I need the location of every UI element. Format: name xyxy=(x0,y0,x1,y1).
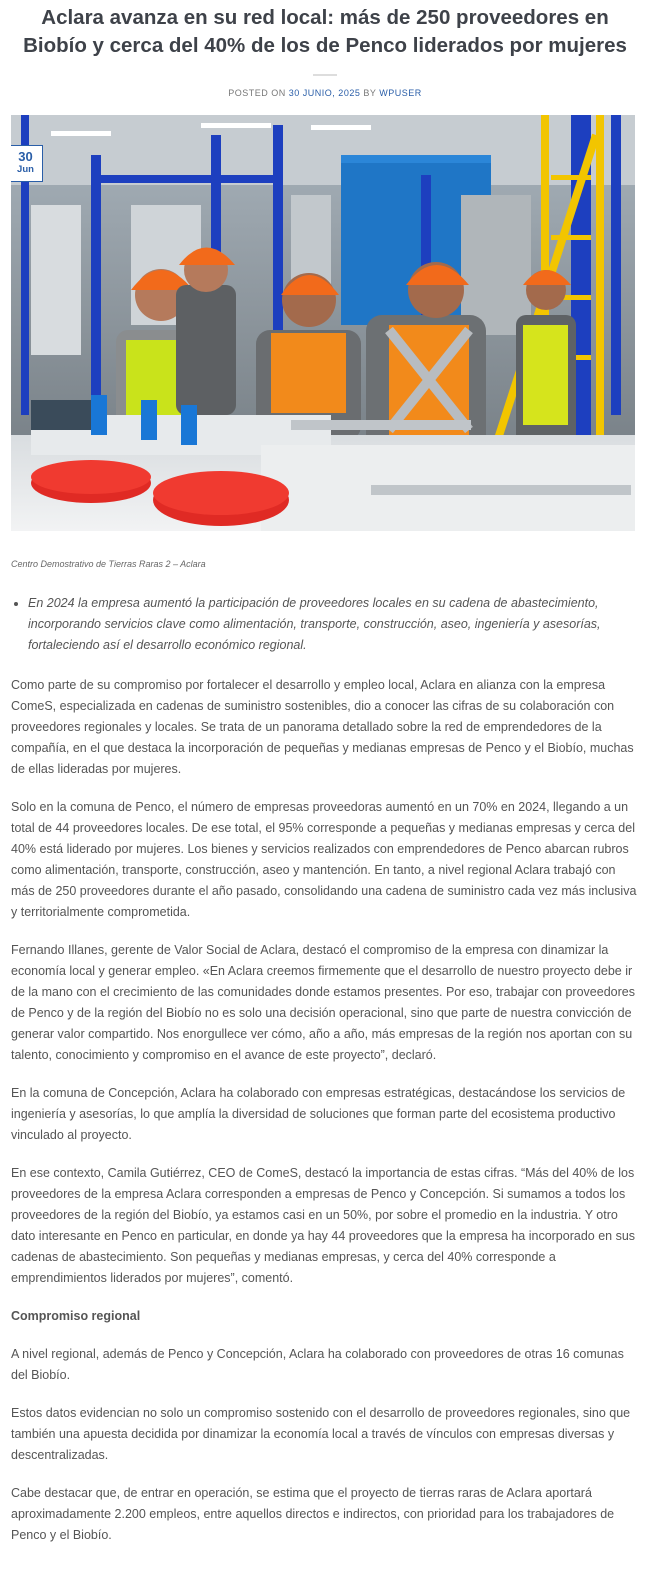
posted-on-label: POSTED ON xyxy=(228,88,289,98)
industrial-photo xyxy=(11,115,635,531)
body-paragraph: En ese contexto, Camila Gutiérrez, CEO de ComeS, destacó la importancia de estas cifras. “Más del 40% de los proveedores de la empresa Aclara corresponden a empresas de Penco y Concepción. Si sumamos a todos los proveedores de la región del Biobío, ya estamos casi en un 50%, por sobre el promedio en la industria. Y otro dato interesante en Penco en particular, en donde ya hay 44 proveedores que la empresa ha incorporado en sus cadenas de abastecimiento. Son pequeñas y medianas empresas, y cerca del 40% corresponde a emprendimientos liderados por mujeres”, comentó. xyxy=(11,1166,636,1285)
body-paragraph: En la comuna de Concepción, Aclara ha colaborado con empresas estratégicas, destacándose los servicios de ingeniería y asesorías, lo que amplía la diversidad de soluciones que forman parte del ecosistema productivo vinculado al proyecto. xyxy=(11,1086,626,1142)
author-link[interactable]: WPUSER xyxy=(379,88,422,98)
body-paragraph: Estos datos evidencian no solo un compromiso sostenido con el desarrollo de proveedores regionales, sino que también una apuesta decidida por dinamizar la economía local a través de vínculos con empresas diversas y descentralizadas. xyxy=(11,1406,631,1462)
title-divider xyxy=(313,74,337,76)
date-badge-day: 30 xyxy=(18,149,33,164)
date-badge-month: Jun xyxy=(17,164,34,175)
summary-item: • En 2024 la empresa aumentó la participación de proveedores locales en su cadena de abastecimiento, incorporando servicios clave como alimentación, transporte, construcción, aseo, ingeniería y asesorías, fortaleciendo así el desarrollo económico regional. xyxy=(28,593,639,656)
summary-list xyxy=(11,593,639,656)
date-badge xyxy=(11,145,43,182)
post-title: Aclara avanza en su red local: más de 250 proveedores en Biobío y cerca del 40% de los de Penco liderados por mujeres xyxy=(23,6,627,57)
body-paragraph: Fernando Illanes, gerente de Valor Social de Aclara, destacó el compromiso de la empresa con dinamizar la economía local y generar empleo. «En Aclara creemos firmemente que el desarrollo de nuestro proyecto debe ir de la mano con el crecimiento de las comunidades donde estamos presentes. Por eso, trabajar con proveedores de Penco y de la región del Biobío no es solo una decisión operacional, sino que parte de nuestra convicción de generar valor compartido. Nos enorgullece ver cómo, año a año, más empresas de la región nos aportan con su talento, conocimiento y compromiso en el avance de este proyecto”, declaró. xyxy=(11,943,635,1062)
by-label: BY xyxy=(360,88,380,98)
body-paragraph: A nivel regional, además de Penco y Concepción, Aclara ha colaborado con proveedores de otras 16 comunas del Biobío. xyxy=(11,1347,624,1382)
post-date-link[interactable]: 30 JUNIO, 2025 xyxy=(288,88,361,98)
image-caption: Centro Demostrativo de Tierras Raras 2 – Aclara xyxy=(11,559,206,569)
post-meta xyxy=(11,88,639,98)
featured-image xyxy=(11,115,635,531)
worker-2 xyxy=(176,248,236,416)
body-paragraph: Cabe destacar que, de entrar en operación, se estima que el proyecto de tierras raras de Aclara aportará aproximadamente 2.200 empleos, entre aquellos directos e indirectos, con prioridad para los trabajadores de Penco y el Biobío. xyxy=(11,1486,615,1542)
body-paragraph: Solo en la comuna de Penco, el número de empresas proveedoras aumentó en un 70% en 2024, llegando a un total de 44 proveedores locales. De ese total, el 95% corresponde a pequeñas y medianas empresas y cerca del 40% está liderado por mujeres. Los bienes y servicios realizados con emprendedores de Penco abarcan rubros como alimentación, transporte, construcción, aseo y mantención. En tanto, a nivel regional Aclara trabajó con más de 250 proveedores durante el año pasado, consolidando una cadena de suministro cada vez más inclusiva y territorialmente comprometida. xyxy=(11,800,637,919)
body-paragraph: Como parte de su compromiso por fortalecer el desarrollo y empleo local, Aclara en alianza con la empresa ComeS, especializada en cadenas de suministro sostenibles, dio a conocer las cifras de su colaboración con proveedores regionales y locales. Se trata de un panorama detallado sobre la red de emprendedores de la compañía, en el que destaca la incorporación de pequeñas y medianas empresas de Penco y el Biobío, muchas de ellas lideradas por mujeres. xyxy=(11,678,634,776)
section-heading: Compromiso regional xyxy=(11,1309,141,1323)
